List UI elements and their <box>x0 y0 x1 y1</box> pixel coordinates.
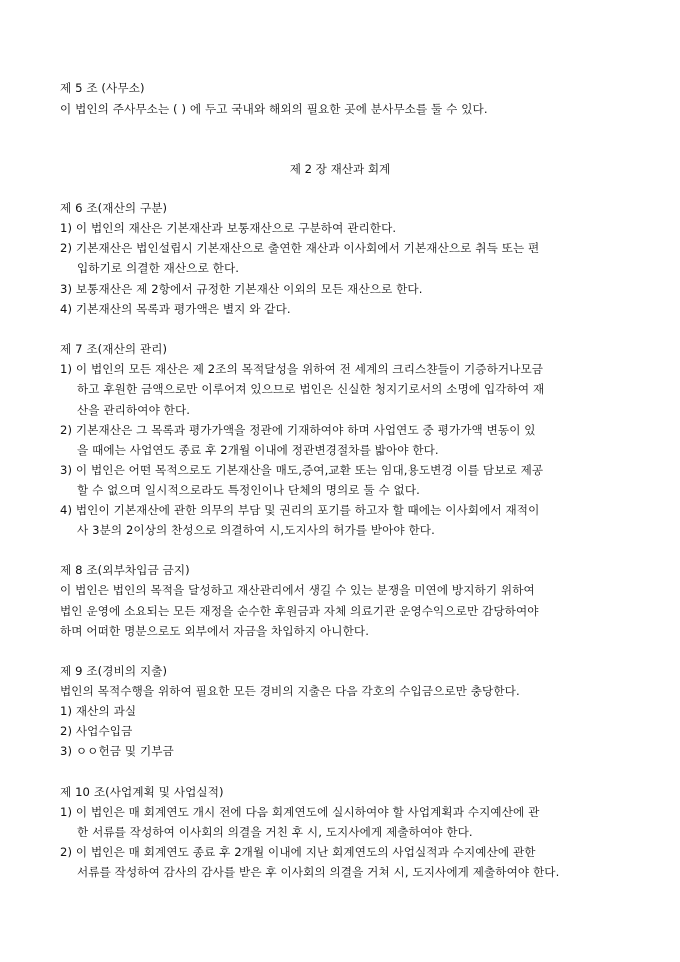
article-9-line: 3) ㅇㅇ헌금 및 기부금 <box>60 744 174 758</box>
article-7-title: 제 7 조(재산의 관리) <box>60 342 168 356</box>
article-6-line: 2) 기본재산은 법인설립시 기본재산으로 출연한 재산과 이사회에서 기본재산으로 취득 또는 편 <box>60 241 540 255</box>
article-5-title: 제 5 조 (사무소) <box>60 81 145 95</box>
article-7-line: 하고 후원한 금액으로만 이루어져 있으므로 법인은 신실한 청지기로서의 소명에 입각하여 재 <box>77 382 545 396</box>
article-6-line: 4) 기본재산의 목록과 평가액은 별지 와 같다. <box>60 302 291 316</box>
article-9-line: 2) 사업수입금 <box>60 724 133 738</box>
article-7-line: 3) 이 법인은 어떤 목적으로도 기본재산을 매도,증여,교환 또는 임대,용도변경 이를 담보로 제공 <box>60 463 544 477</box>
article-10-line: 2) 이 법인은 매 회계연도 종료 후 2개월 이내에 지난 회계연도의 사업실적과 수지예산에 관한 <box>60 845 536 859</box>
article-6-title: 제 6 조(재산의 구분) <box>60 201 168 215</box>
article-10-line: 1) 이 법인은 매 회계연도 개시 전에 다음 회계연도에 실시하여야 할 사업계획과 수지예산에 관 <box>60 805 540 819</box>
article-8-line: 하며 어떠한 명분으로도 외부에서 자금을 차입하지 아니한다. <box>60 624 369 638</box>
article-7-line: 사 3분의 2이상의 찬성으로 의결하여 시,도지사의 허가를 받아야 한다. <box>77 523 435 537</box>
article-9-title: 제 9 조(경비의 지출) <box>60 664 168 678</box>
article-8-title: 제 8 조(외부차입금 금지) <box>60 563 190 577</box>
chapter-2-heading: 제 2 장 재산과 회계 <box>289 162 391 176</box>
article-7-line: 1) 이 법인의 모든 재산은 제 2조의 목적달성을 위하여 전 세계의 크리스챤들이 기증하거나모금 <box>60 362 544 376</box>
article-7-line: 2) 기본재산은 그 목록과 평가가액을 정관에 기재하여야 하며 사업연도 중 평가가액 변동이 있 <box>60 423 536 437</box>
article-6-line: 1) 이 법인의 재산은 기본재산과 보통재산으로 구분하여 관리한다. <box>60 221 397 235</box>
article-9-line: 1) 재산의 과실 <box>60 704 137 718</box>
article-8-line: 이 법인은 법인의 목적을 달성하고 재산관리에서 생길 수 있는 분쟁을 미연에 방지하기 위하여 <box>60 583 535 597</box>
article-7-line: 할 수 없으며 일시적으로라도 특정인이나 단체의 명의로 둘 수 없다. <box>77 483 420 497</box>
article-10-line: 한 서류를 작성하여 이사회의 의결을 거친 후 시, 도지사에게 제출하여야 한다. <box>77 825 473 839</box>
article-8-line: 법인 운영에 소요되는 모든 재정을 순수한 후원금과 자체 의료기관 운영수익으로만 감당하여야 <box>60 604 539 618</box>
article-6-line: 입하기로 의결한 재산으로 한다. <box>77 261 240 275</box>
article-5-body: 이 법인의 주사무소는 ( ) 에 두고 국내와 해외의 필요한 곳에 분사무소를 둘 수 있다. <box>60 102 488 116</box>
article-10-title: 제 10 조(사업계획 및 사업실적) <box>60 785 224 799</box>
article-7-line: 산을 관리하여야 한다. <box>77 403 191 417</box>
article-6-line: 3) 보통재산은 제 2항에서 규정한 기본재산 이외의 모든 재산으로 한다. <box>60 282 423 296</box>
article-10-line: 서류를 작성하여 감사의 감사를 받은 후 이사회의 의결을 거쳐 시, 도지사에게 제출하여야 한다. <box>77 865 560 879</box>
article-7-line: 4) 법인이 기본재산에 관한 의무의 부담 및 권리의 포기를 하고자 할 때에는 이사회에서 재적이 <box>60 503 540 517</box>
article-9-line: 법인의 목적수행을 위하여 필요한 모든 경비의 지출은 다음 각호의 수입금으로만 충당한다. <box>60 684 520 698</box>
article-7-line: 을 때에는 사업연도 종료 후 2개월 이내에 정관변경절차를 밟아야 한다. <box>77 443 439 457</box>
